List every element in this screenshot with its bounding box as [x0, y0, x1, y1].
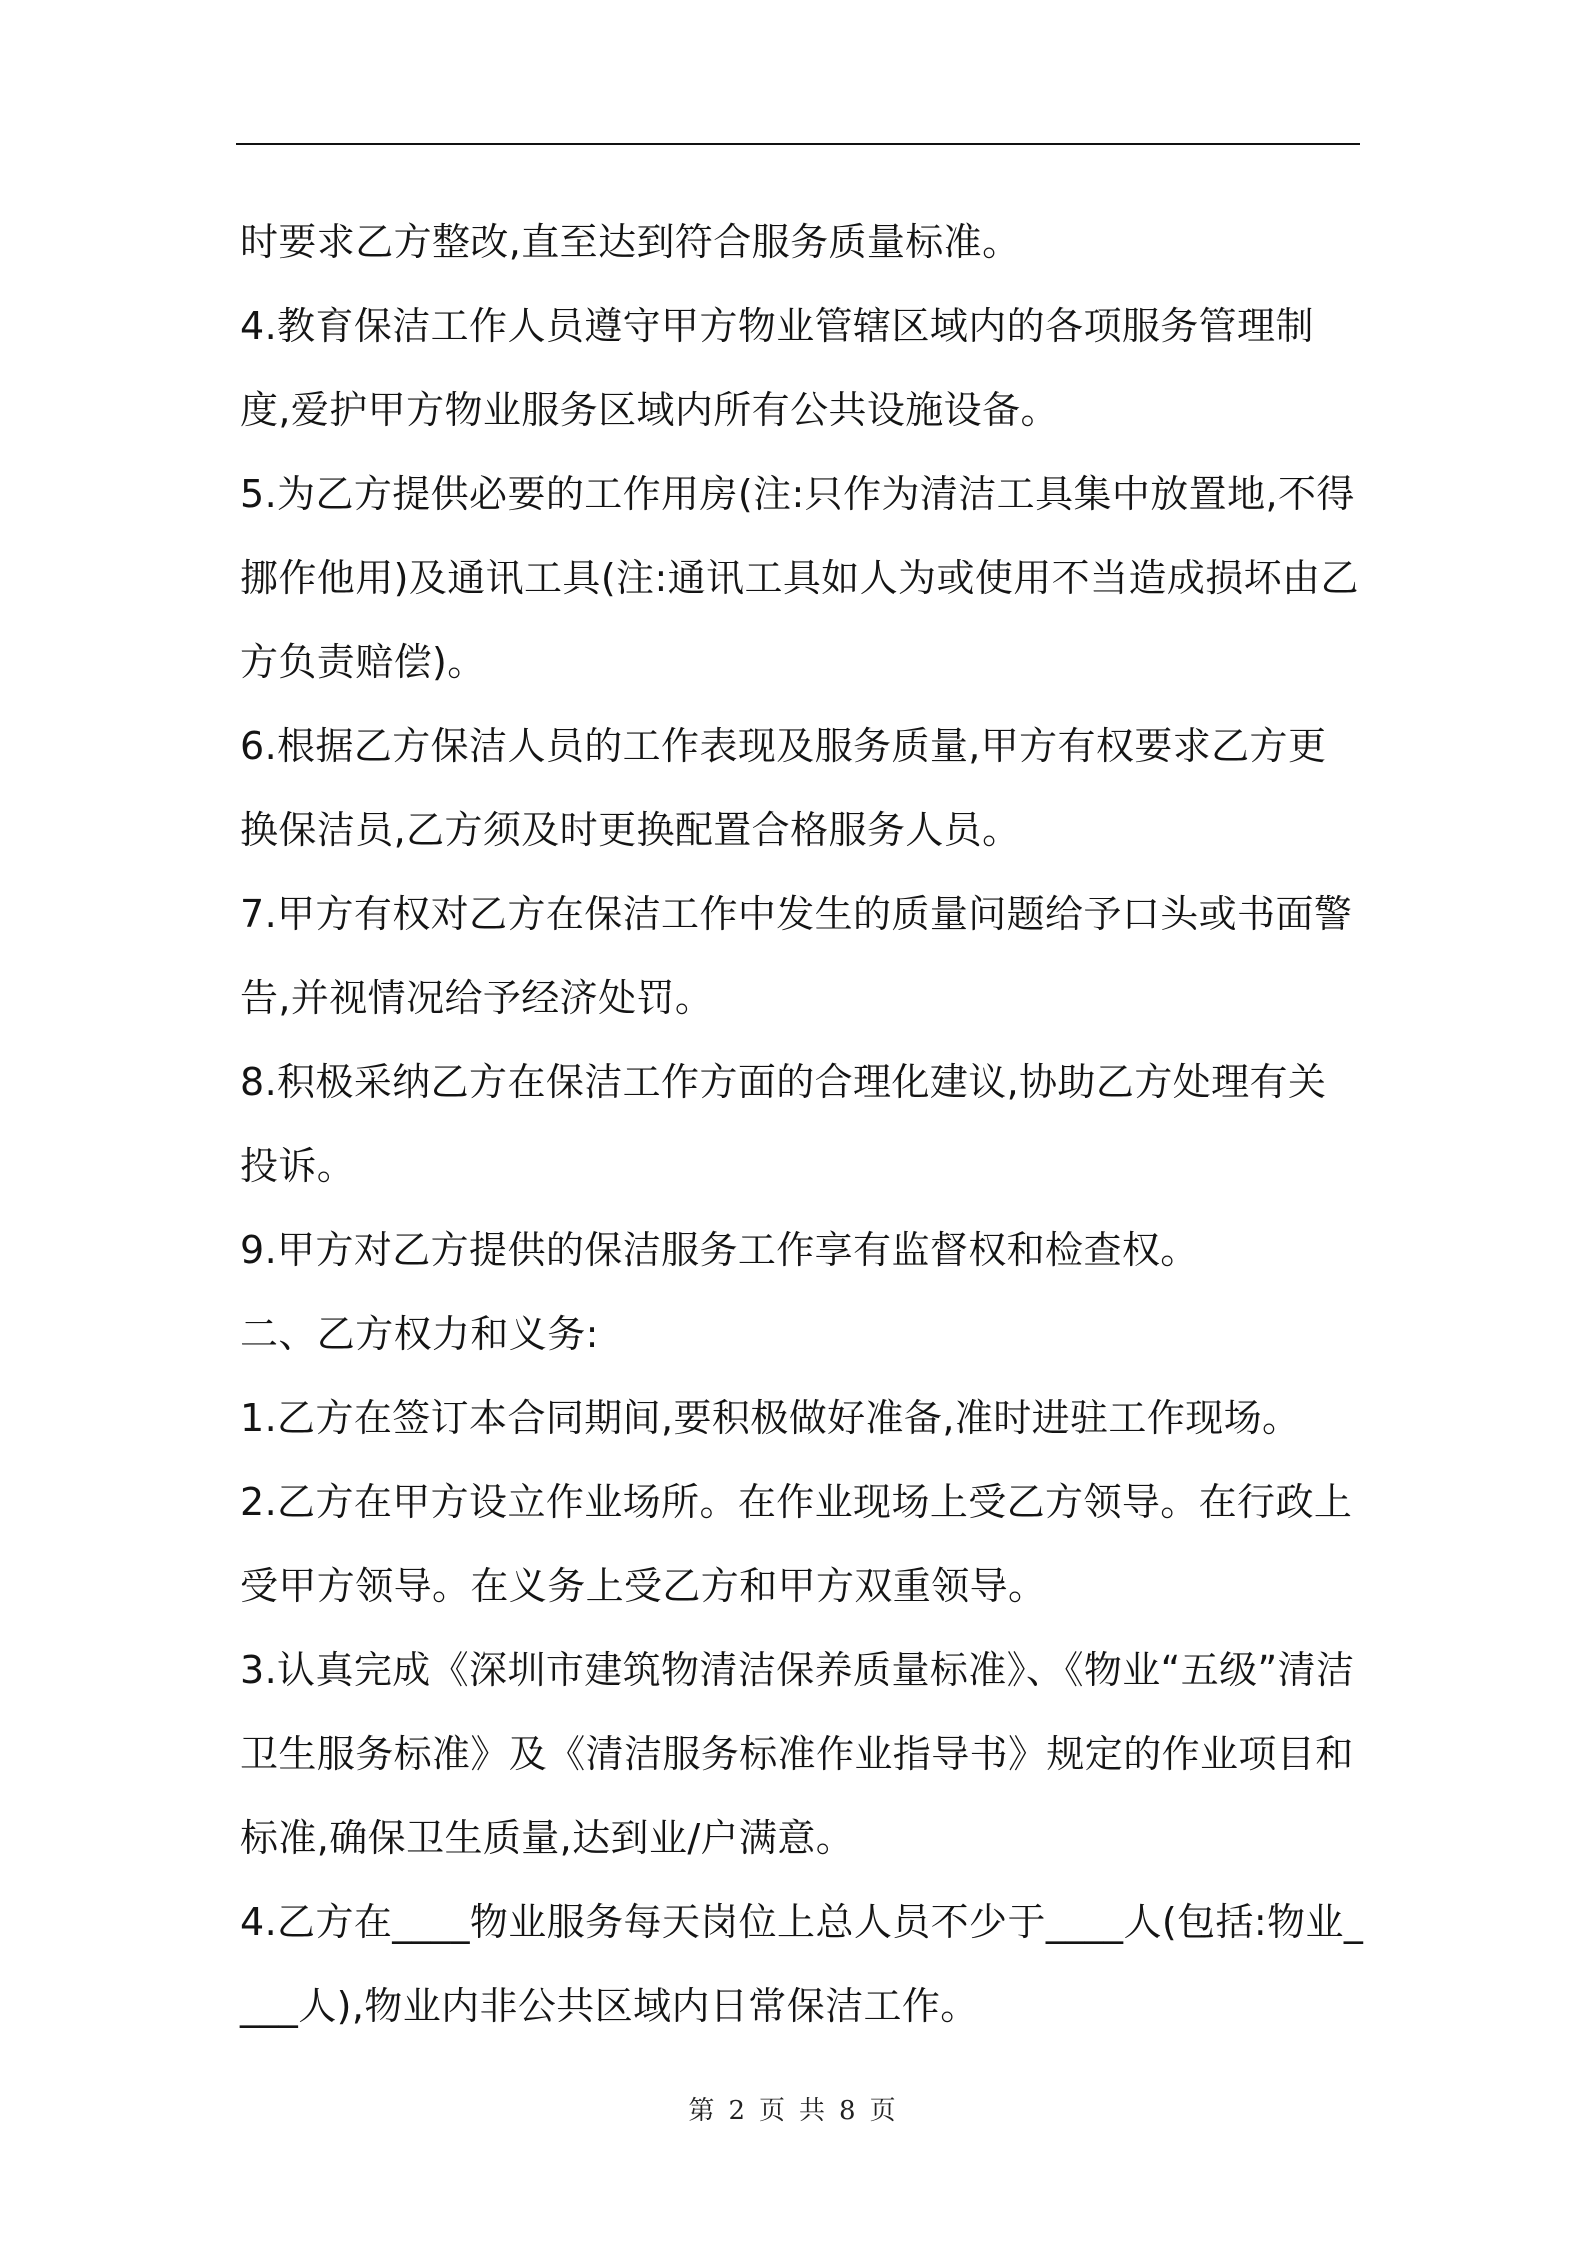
footer-label-ye: 页 — [758, 2096, 787, 2126]
footer-total-pages: 8 — [839, 2096, 858, 2126]
header-rule — [236, 143, 1360, 145]
section-heading: 二、乙方权力和义务: — [240, 1312, 599, 1356]
page-footer — [0, 2090, 1586, 2127]
footer-label-ye2: 页 — [869, 2096, 898, 2126]
paragraph-5: 7.甲方有权对乙方在保洁工作中发生的质量问题给予口头或书面警告,并视情况给予经济处罚。 — [240, 892, 1353, 1020]
paragraph-7: 9.甲方对乙方提供的保洁服务工作享有监督权和检查权。 — [240, 1228, 1199, 1272]
paragraph-1: 时要求乙方整改,直至达到符合服务质量标准。 — [240, 220, 1021, 264]
paragraph-11: 3.认真完成《深圳市建筑物清洁保养质量标准》、《物业“五级”清洁卫生服务标准》及《清洁服务标准作业指导书》规定的作业项目和标准,确保卫生质量,达到业/户满意。 — [240, 1648, 1355, 1860]
footer-current-page: 2 — [728, 2096, 747, 2126]
paragraph-2: 4.教育保洁工作人员遵守甲方物业管辖区域内的各项服务管理制度,爱护甲方物业服务区域内所有公共设施设备。 — [240, 304, 1314, 432]
paragraph-4: 6.根据乙方保洁人员的工作表现及服务质量,甲方有权要求乙方更换保洁员,乙方须及时更换配置合格服务人员。 — [240, 724, 1327, 852]
document-body — [240, 200, 1364, 2048]
paragraph-10: 2.乙方在甲方设立作业场所。在作业现场上受乙方领导。在行政上受甲方领导。在义务上受乙方和甲方双重领导。 — [240, 1480, 1353, 1608]
paragraph-3: 5.为乙方提供必要的工作用房(注:只作为清洁工具集中放置地,不得挪作他用)及通讯工具(注:通讯工具如人为或使用不当造成损坏由乙方负责赔偿)。 — [240, 472, 1359, 684]
paragraph-9: 1.乙方在签订本合同期间,要积极做好准备,准时进驻工作现场。 — [240, 1396, 1301, 1440]
paragraph-12: 4.乙方在____物业服务每天岗位上总人员不少于____人(包括:物业____人),物业内非公共区域内日常保洁工作。 — [240, 1900, 1364, 2028]
footer-label-gong: 共 — [799, 2096, 828, 2126]
paragraph-6: 8.积极采纳乙方在保洁工作方面的合理化建议,协助乙方处理有关投诉。 — [240, 1060, 1327, 1188]
footer-label-di: 第 — [688, 2096, 717, 2126]
